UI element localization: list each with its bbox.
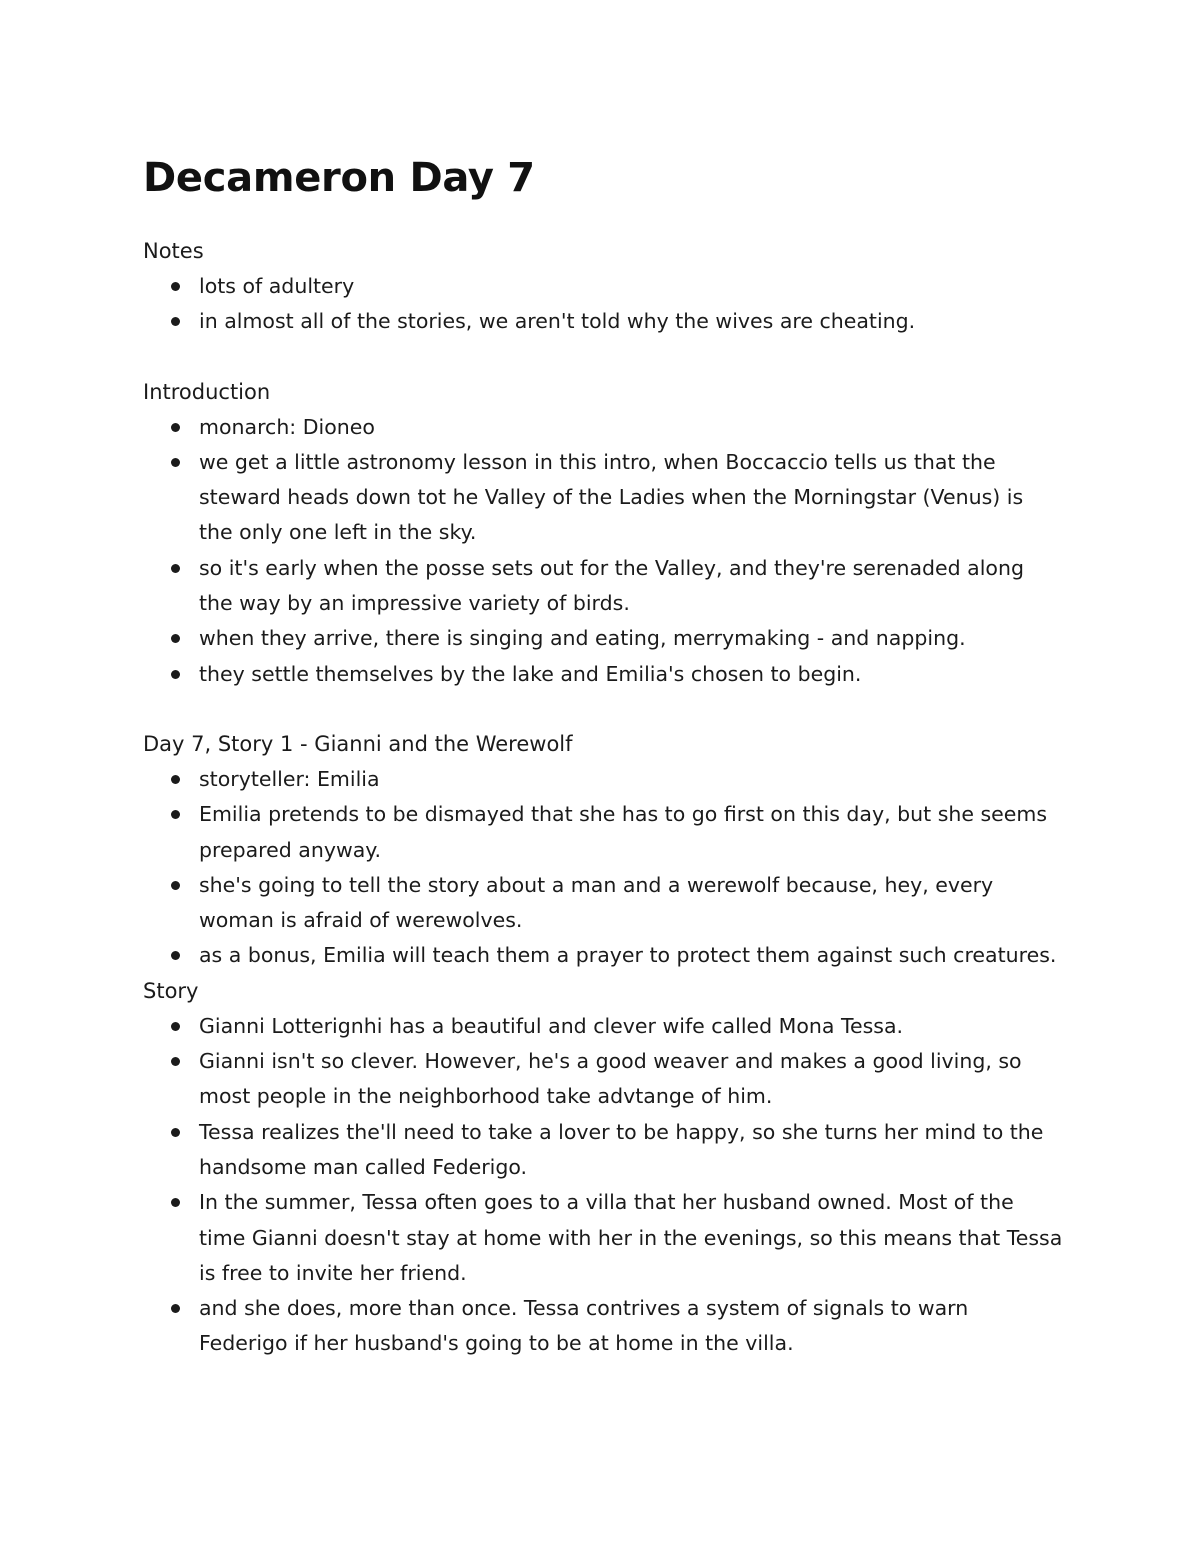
list-item — [143, 797, 1063, 868]
bullet-icon — [171, 634, 180, 643]
list-item-text: so it's early when the posse sets out for the Valley, and they're serenaded along the way by an impressive variety of birds. — [199, 555, 1024, 616]
bullet-icon — [171, 881, 180, 890]
document-title: Decameron Day 7 — [143, 155, 535, 201]
list-item-text: we get a little astronomy lesson in this intro, when Boccaccio tells us that the steward heads down tot he Valley of the Ladies when the Morningstar (Venus) is the only one left in the sky. — [199, 449, 1024, 545]
bullet-icon — [171, 1304, 180, 1313]
list-item — [143, 304, 1063, 339]
list-item — [143, 1044, 1063, 1115]
bullet-icon — [171, 1057, 180, 1066]
list-item-text: In the summer, Tessa often goes to a villa that her husband owned. Most of the time Gianni doesn't stay at home with her in the evenings, so this means that Tessa is free to invite her friend. — [199, 1190, 1063, 1285]
bullet-list — [143, 410, 1063, 692]
list-item — [143, 1291, 1063, 1362]
bullet-icon — [171, 282, 180, 291]
list-item — [143, 621, 1063, 656]
bullet-icon — [171, 423, 180, 432]
list-item — [143, 1185, 1063, 1291]
section-heading: Day 7, Story 1 - Gianni and the Werewolf — [143, 731, 573, 756]
list-item-text: they settle themselves by the lake and Emilia's chosen to begin. — [199, 661, 862, 686]
list-item-text: Gianni Lotterignhi has a beautiful and clever wife called Mona Tessa. — [199, 1013, 904, 1038]
section-heading: Introduction — [143, 379, 271, 404]
list-item — [143, 762, 1063, 797]
list-item-text: when they arrive, there is singing and eating, merrymaking - and napping. — [199, 626, 966, 651]
list-item — [143, 657, 1063, 692]
list-item — [143, 410, 1063, 445]
list-item-text: Gianni isn't so clever. However, he's a good weaver and makes a good living, so most people in the neighborhood take advtange of him. — [199, 1049, 1022, 1109]
section-introduction — [143, 375, 1063, 692]
section-heading: Notes — [143, 239, 204, 263]
list-item — [143, 551, 1063, 622]
list-item-text: in almost all of the stories, we aren't told why the wives are cheating. — [199, 309, 916, 334]
bullet-icon — [171, 1022, 180, 1031]
list-item-text: and she does, more than once. Tessa contrives a system of signals to warn Federigo if her husband's going to be at home in the villa. — [199, 1296, 969, 1356]
document-page — [143, 150, 1063, 1362]
list-item-text: Tessa realizes the'll need to take a lover to be happy, so she turns her mind to the handsome man called Federigo. — [199, 1119, 1044, 1179]
list-item — [143, 1115, 1063, 1186]
bullet-list — [143, 1009, 1063, 1362]
bullet-icon — [171, 458, 180, 467]
section-heading: Story — [143, 978, 199, 1003]
list-item-text: lots of adultery — [199, 274, 355, 298]
list-item-text: as a bonus, Emilia will teach them a prayer to protect them against such creatures. — [199, 943, 1057, 968]
list-item-text: monarch: Dioneo — [199, 414, 375, 439]
list-item-text: storyteller: Emilia — [199, 766, 380, 791]
section-story — [143, 974, 1063, 1362]
bullet-icon — [171, 951, 180, 960]
list-item — [143, 1009, 1063, 1044]
section-notes — [143, 234, 1063, 340]
list-item — [143, 868, 1063, 939]
bullet-icon — [171, 317, 180, 326]
bullet-icon — [171, 1128, 180, 1137]
section-story-1 — [143, 727, 1063, 974]
list-item — [143, 938, 1063, 973]
bullet-icon — [171, 670, 180, 679]
list-item-text: she's going to tell the story about a man and a werewolf because, hey, every woman is afraid of werewolves. — [199, 872, 994, 933]
list-item-text: Emilia pretends to be dismayed that she has to go first on this day, but she seems prepared anyway. — [199, 802, 1048, 862]
bullet-icon — [171, 1198, 180, 1207]
bullet-icon — [171, 810, 180, 819]
bullet-icon — [171, 775, 180, 784]
list-item — [143, 445, 1063, 551]
bullet-list — [143, 762, 1063, 974]
bullet-list — [143, 269, 1063, 340]
bullet-icon — [171, 564, 180, 573]
list-item — [143, 269, 1063, 304]
